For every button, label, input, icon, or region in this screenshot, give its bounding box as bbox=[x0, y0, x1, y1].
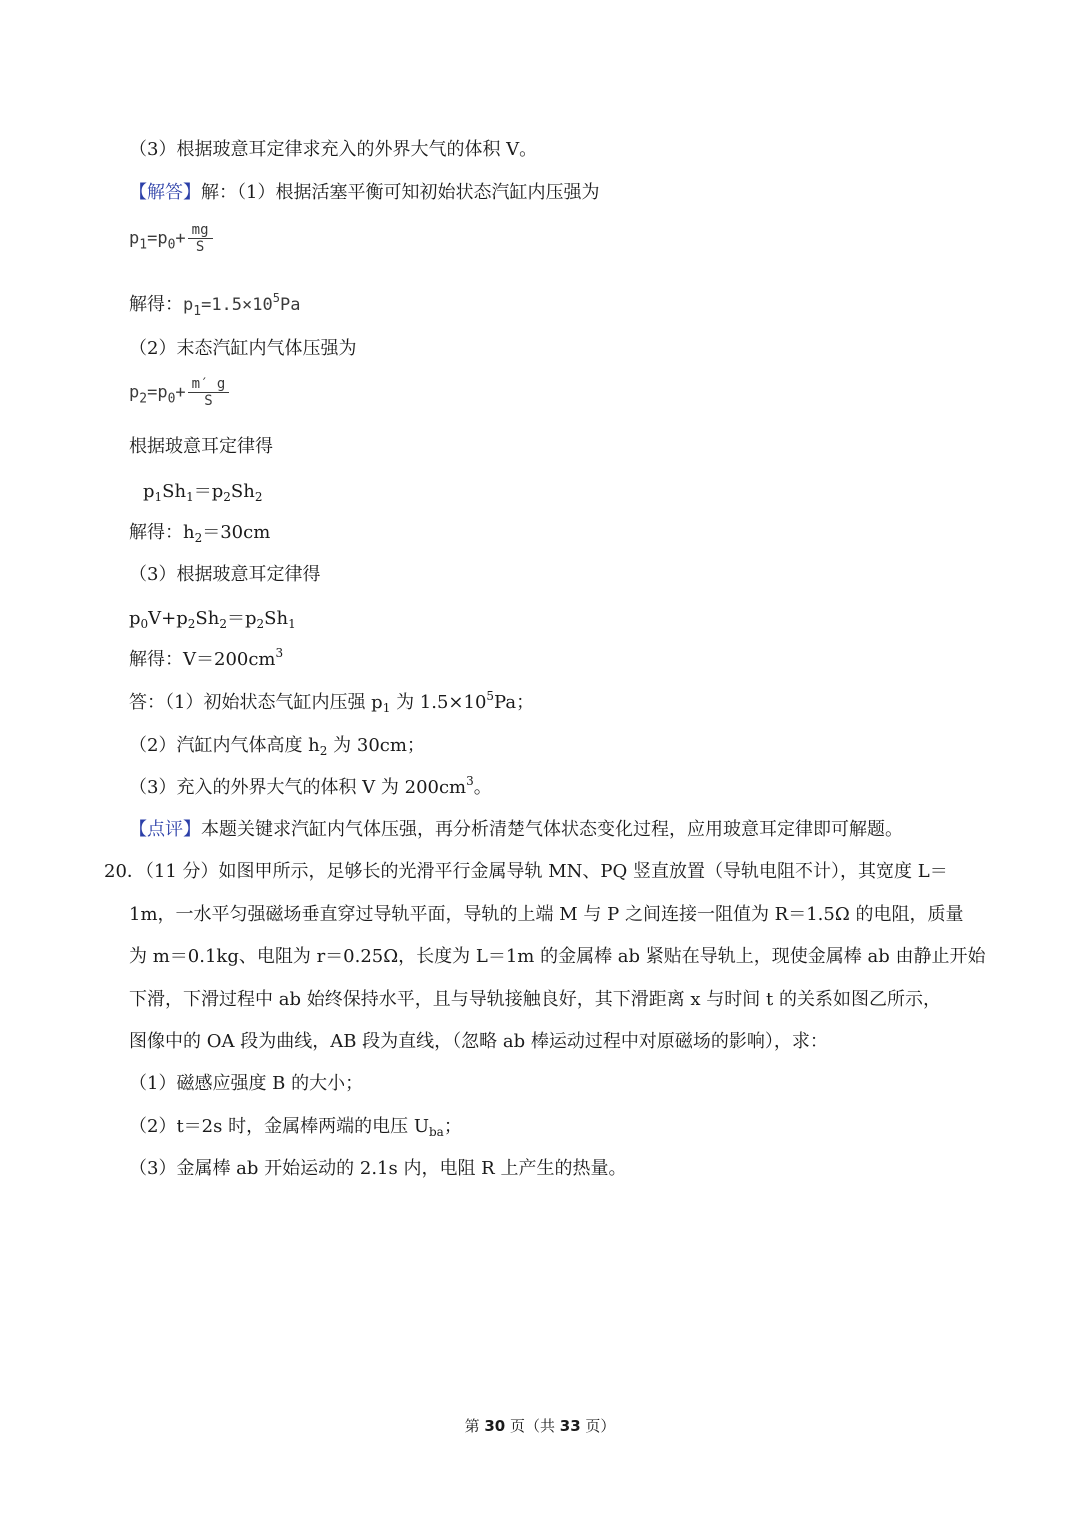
question-20-part-2: （2）t＝2s 时，金属棒两端的电压 $U_{ba}$； bbox=[129, 1116, 462, 1139]
equation-p2: $p_2=p_0+$ $\frac{m' g}{S}$ bbox=[129, 376, 229, 409]
solution-tag: 【解答】 bbox=[129, 182, 201, 203]
equation-p1: $p_1=p_0+$ $\frac{mg}{S}$ bbox=[129, 222, 213, 255]
page-total: 33 bbox=[559, 1417, 581, 1435]
question-20-line-4: 下滑，下滑过程中 ab 始终保持水平，且与导轨接触良好，其下滑距离 x 与时间 t 的关系如图乙所示， bbox=[129, 989, 941, 1010]
result-h2: 解得：$h_2=30cm$ bbox=[129, 522, 271, 545]
boyle-equation-1: $p_1Sh_1=p_2Sh_2$ bbox=[143, 481, 263, 504]
page-footer: 第 30 页（共 33 页） bbox=[464, 1417, 616, 1435]
answer-2: （2）汽缸内气体高度 $h_2$ 为 30cm； bbox=[129, 735, 425, 758]
result-volume: 解得：$V=200cm^3$ bbox=[129, 646, 284, 670]
boyle-equation-2: $p_0V+p_2Sh_2=p_2Sh_1$ bbox=[129, 608, 296, 631]
answer-3: （3）充入的外界大气的体积 V 为 $200cm^3$。 bbox=[129, 774, 492, 798]
answer-1: 答：（1）初始状态气缸内压强 $p_1$ 为 $1.5\times 10^5Pa$； bbox=[129, 689, 535, 715]
comment-tag: 【点评】 bbox=[129, 819, 201, 840]
step-3-text: （3）根据玻意耳定律得 bbox=[129, 564, 321, 585]
step-3-prompt: （3）根据玻意耳定律求充入的外界大气的体积 V。 bbox=[129, 139, 538, 160]
page-number: 30 bbox=[484, 1417, 506, 1435]
question-20-part-1: （1）磁感应强度 B 的大小； bbox=[129, 1073, 364, 1094]
question-20-part-3: （3）金属棒 ab 开始运动的 2.1s 内，电阻 R 上产生的热量。 bbox=[129, 1158, 627, 1179]
question-20-line-1: 20．（11 分）如图甲所示，足够长的光滑平行金属导轨 MN、PQ 竖直放置（导轨电阻不计），其宽度 L＝ bbox=[104, 861, 948, 882]
question-20-line-2: 1m，一水平匀强磁场垂直穿过导轨平面，导轨的上端 M 与 P 之间连接一阻值为 R＝1.5Ω 的电阻，质量 bbox=[129, 904, 964, 925]
result-p1: 解得：$p_1=1.5\times 10^5Pa$ bbox=[129, 291, 301, 319]
solution-heading: 【解答】解：（1）根据活塞平衡可知初始状态汽缸内压强为 bbox=[129, 182, 600, 203]
step-2-text: （2）末态汽缸内气体压强为 bbox=[129, 338, 357, 359]
question-20-line-5: 图像中的 OA 段为曲线，AB 段为直线，（忽略 ab 棒运动过程中对原磁场的影响），求： bbox=[129, 1031, 828, 1052]
boyle-law-text-1: 根据玻意耳定律得 bbox=[129, 436, 273, 457]
question-20-line-3: 为 m＝0.1kg、电阻为 r＝0.25Ω，长度为 L＝1m 的金属棒 ab 紧贴在导轨上，现使金属棒 ab 由静止开始 bbox=[129, 946, 986, 967]
comment: 【点评】本题关键求汽缸内气体压强，再分析清楚气体状态变化过程，应用玻意耳定律即可解题。 bbox=[129, 819, 903, 840]
